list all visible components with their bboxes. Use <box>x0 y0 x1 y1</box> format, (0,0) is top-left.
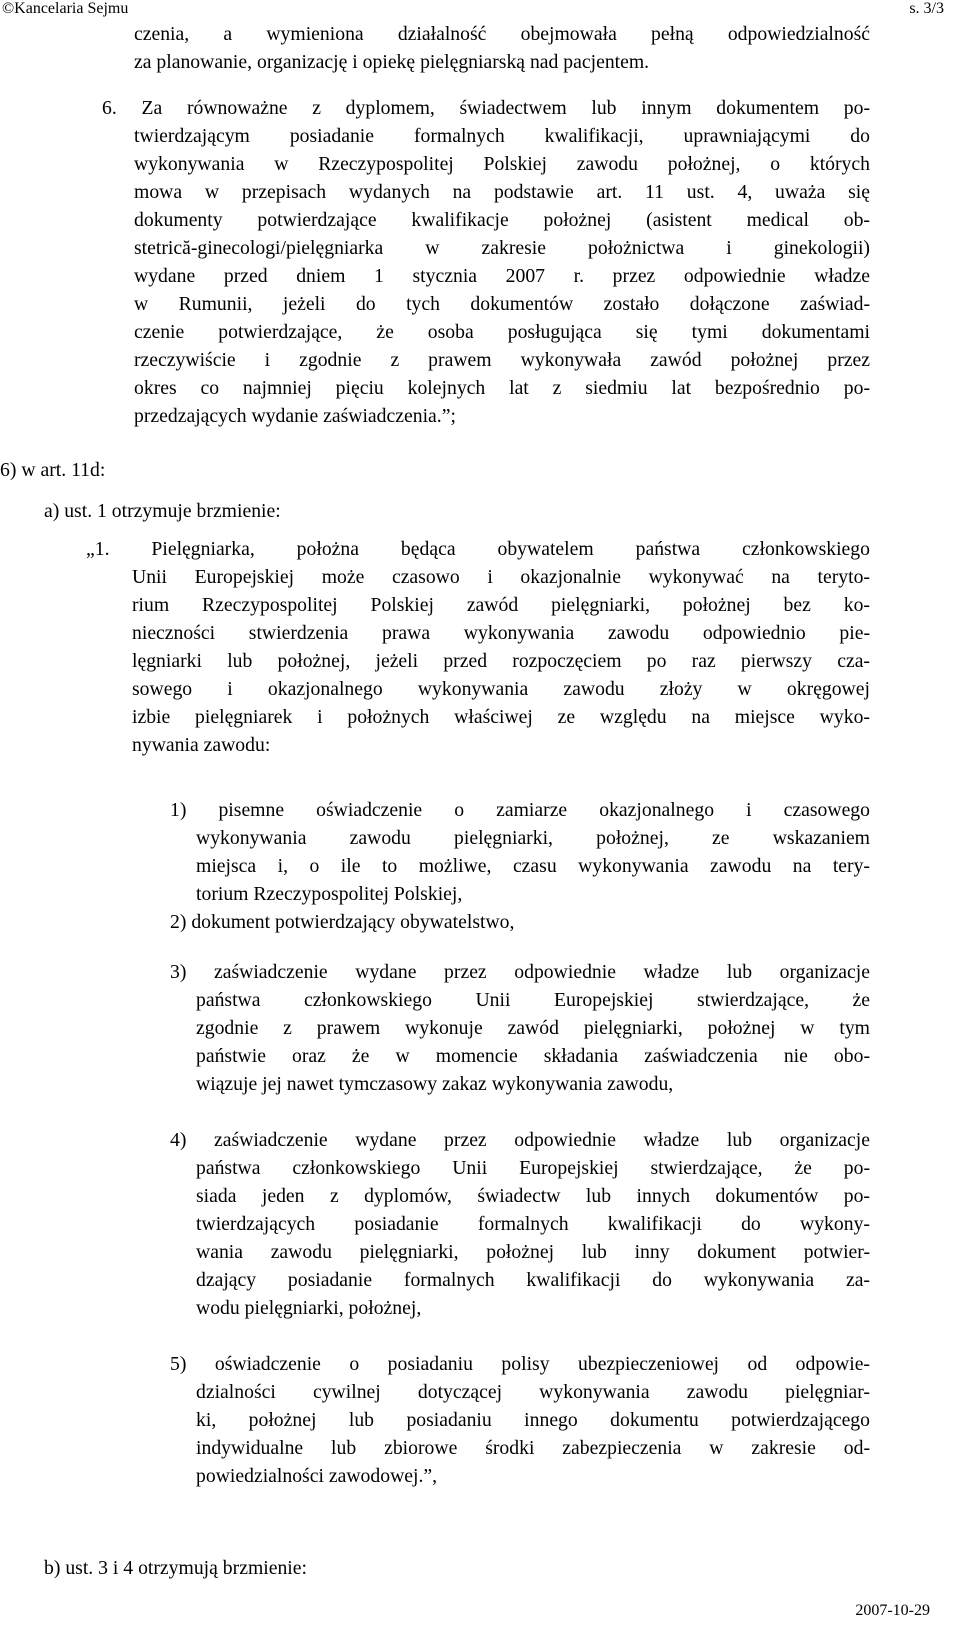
text-line: za planowanie, organizację i opiekę pielęgniarską nad pacjentem. <box>134 51 650 73</box>
text-line: rium Rzeczypospolitej Polskiej zawód pielęgniarki, położnej bez ko- <box>132 594 870 616</box>
text-line: indywidualne lub zbiorowe środki zabezpieczenia w zakresie od- <box>196 1437 870 1459</box>
text-line: państwa członkowskiego Unii Europejskiej stwierdzające, że po- <box>196 1157 870 1179</box>
list-item-4 <box>170 1126 870 1322</box>
text-line: 4) zaświadczenie wydane przez odpowiednie władze lub organizacje <box>170 1129 870 1151</box>
text-line: dzający posiadanie formalnych kwalifikacji do wykonywania za- <box>196 1269 870 1291</box>
text-line: miejsca i, o ile to możliwe, czasu wykonywania zawodu na tery- <box>196 855 870 877</box>
quoted-ust-1 <box>86 535 870 759</box>
text-line: 1) pisemne oświadczenie o zamiarze okazjonalnego i czasowego <box>170 799 870 821</box>
letter-a-heading: a) ust. 1 otrzymuje brzmienie: <box>44 500 281 522</box>
text-line: wykonywania zawodu pielęgniarki, położnej, ze wskazaniem <box>196 827 870 849</box>
text-line: 6. Za równoważne z dyplomem, świadectwem lub innym dokumentem po- <box>102 97 870 119</box>
list-item-5 <box>170 1350 870 1490</box>
text-line: państwa członkowskiego Unii Europejskiej stwierdzające, że <box>196 989 870 1011</box>
letter-b-heading: b) ust. 3 i 4 otrzymują brzmienie: <box>44 1557 307 1579</box>
list-item-2 <box>170 908 870 936</box>
text-line: powiedzialności zawodowej.”, <box>196 1465 438 1487</box>
text-line: państwie oraz że w momencie składania zaświadczenia nie obo- <box>196 1045 870 1067</box>
text-line: okres co najmniej pięciu kolejnych lat z siedmiu lat bezpośrednio po- <box>134 377 870 399</box>
text-line: mowa w przepisach wydanych na podstawie art. 11 ust. 4, uważa się <box>134 181 870 203</box>
list-item-1 <box>170 796 870 908</box>
text-line: 3) zaświadczenie wydane przez odpowiednie władze lub organizacje <box>170 961 870 983</box>
text-line: dzialności cywilnej dotyczącej wykonywania zawodu pielęgniar- <box>196 1381 870 1403</box>
text-line: zgodnie z prawem wykonuje zawód pielęgniarki, położnej w tym <box>196 1017 870 1039</box>
text-line: twierdzającym posiadanie formalnych kwalifikacji, uprawniającymi do <box>134 125 870 147</box>
text-line: lęgniarki lub położnej, jeżeli przed rozpoczęciem po raz pierwszy cza- <box>132 650 870 672</box>
text-line: ki, położnej lub posiadaniu innego dokumentu potwierdzającego <box>196 1409 870 1431</box>
text-line: twierdzających posiadanie formalnych kwalifikacji do wykony- <box>196 1213 870 1235</box>
text-line: rzeczywiście i zgodnie z prawem wykonywała zawód położnej przez <box>134 349 870 371</box>
text-line: 5) oświadczenie o posiadaniu polisy ubezpieczeniowej od odpowie- <box>170 1353 870 1375</box>
text-line: czenie potwierdzające, że osoba posługująca się tymi dokumentami <box>134 321 870 343</box>
text-line: sowego i okazjonalnego wykonywania zawodu złoży w okręgowej <box>132 678 870 700</box>
text-line: „1. Pielęgniarka, położna będąca obywatelem państwa członkowskiego <box>86 538 870 560</box>
text-line: izbie pielęgniarek i położnych właściwej ze względu na miejsce wyko- <box>132 706 870 728</box>
footer-date: 2007-10-29 <box>855 1602 930 1619</box>
text-line: przedzających wydanie zaświadczenia.”; <box>134 405 456 427</box>
text-line: nywania zawodu: <box>132 734 271 756</box>
text-line: 2) dokument potwierdzający obywatelstwo, <box>170 911 515 933</box>
text-line: czenia, a wymieniona działalność obejmowała pełną odpowiedzialność <box>134 23 870 45</box>
text-line: nieczności stwierdzenia prawa wykonywania zawodu odpowiednio pie- <box>132 622 870 644</box>
text-line: wiązuje jej nawet tymczasowy zakaz wykonywania zawodu, <box>196 1073 674 1095</box>
text-line: wydane przed dniem 1 stycznia 2007 r. przez odpowiednie władze <box>134 265 870 287</box>
text-line: torium Rzeczypospolitej Polskiej, <box>196 883 463 905</box>
text-line: wania zawodu pielęgniarki, położnej lub inny dokument potwier- <box>196 1241 870 1263</box>
paragraph-continuation <box>134 20 870 76</box>
text-line: siada jeden z dyplomów, świadectw lub innych dokumentów po- <box>196 1185 870 1207</box>
text-line: w Rumunii, jeżeli do tych dokumentów zostało dołączone zaświad- <box>134 293 870 315</box>
text-line: stetrică-ginecologi/pielęgniarka w zakresie położnictwa i ginekologii) <box>134 237 870 259</box>
paragraph-6 <box>102 94 870 430</box>
list-item-3 <box>170 958 870 1098</box>
text-line: wodu pielęgniarki, położnej, <box>196 1297 422 1319</box>
header-copyright: ©Kancelaria Sejmu <box>2 0 129 17</box>
text-line: dokumenty potwierdzające kwalifikacje położnej (asistent medical ob- <box>134 209 870 231</box>
point-6-heading: 6) w art. 11d: <box>0 459 106 481</box>
page-number: s. 3/3 <box>909 0 944 17</box>
text-line: wykonywania w Rzeczypospolitej Polskiej zawodu położnej, o których <box>134 153 870 175</box>
text-line: Unii Europejskiej może czasowo i okazjonalnie wykonywać na teryto- <box>132 566 870 588</box>
